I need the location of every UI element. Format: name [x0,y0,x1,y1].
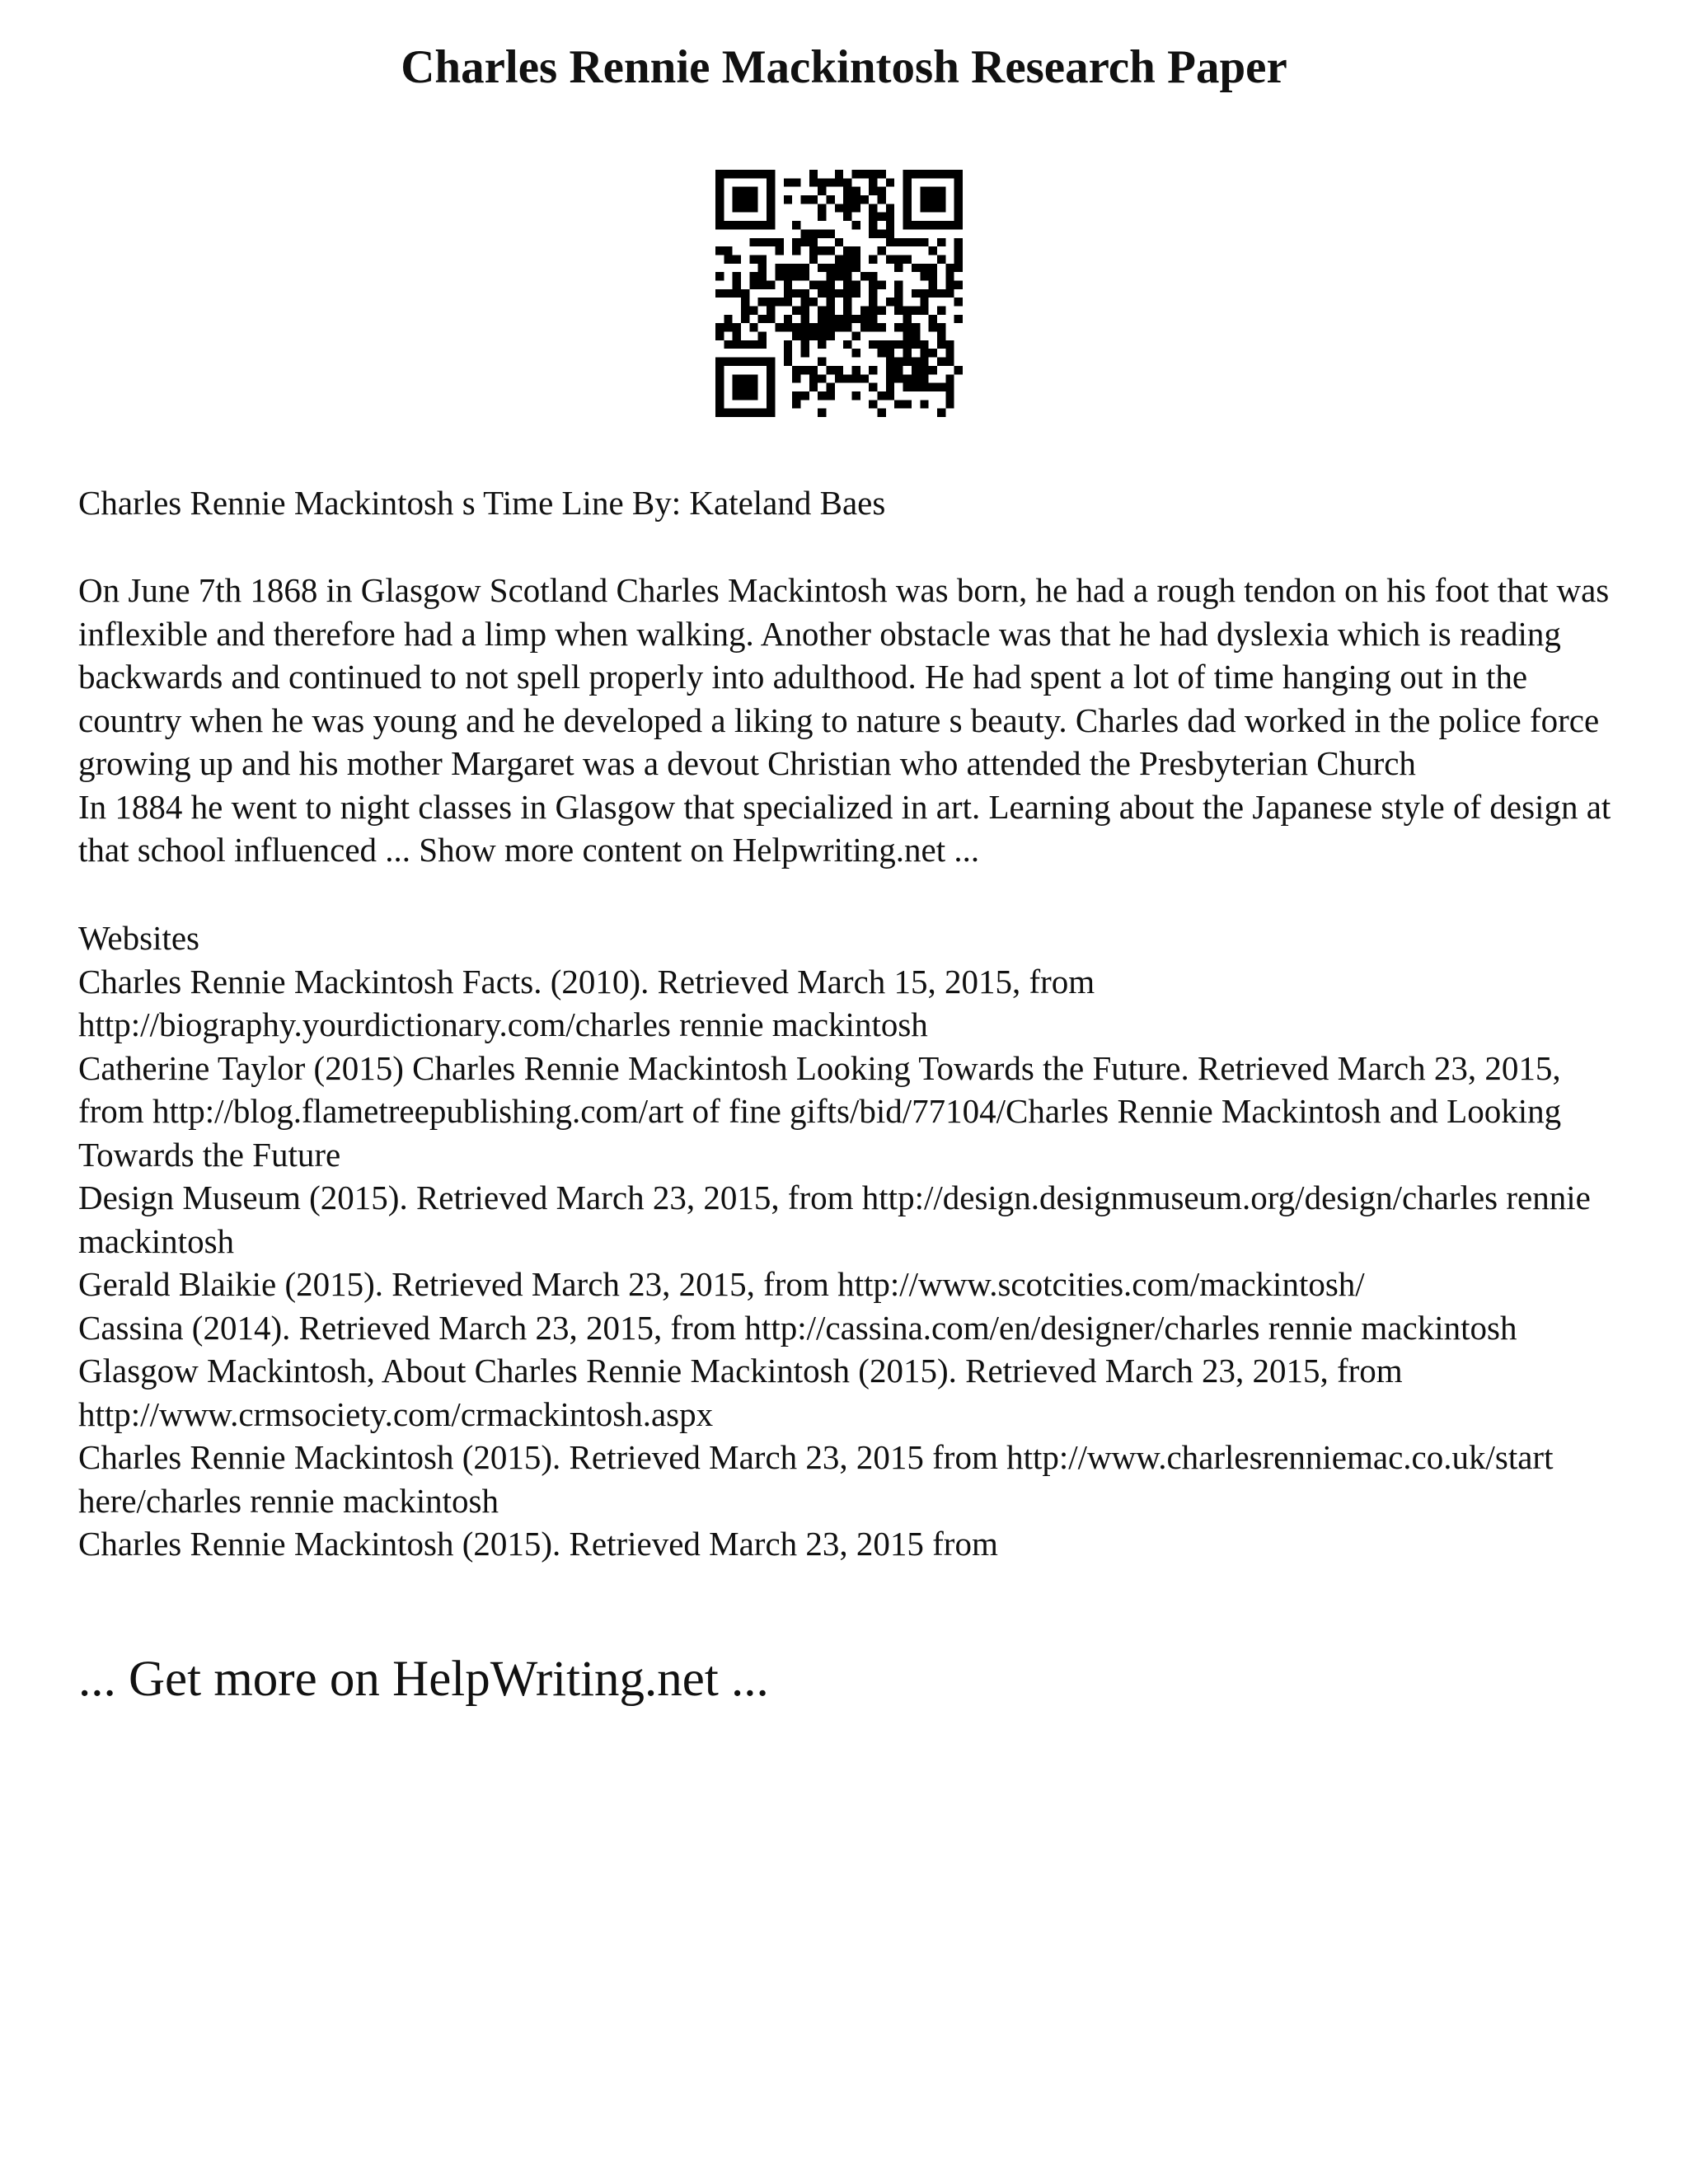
body-paragraph: On June 7th 1868 in Glasgow Scotland Charles Mackintosh was born, he had a rough tendon on his foot that was inflexible and therefore had a limp when walking. Another obstacle was that he had dyslexia which is reading backwards and continued to not spell properly into adulthood. He had spent a lot of time hanging out in the country when he was young and he developed a liking to nature s beauty. Charles dad worked in the police force growing up and his mother Margaret was a devout Christian who attended the Presbyterian Church [78,571,1610,782]
reference-item: Catherine Taylor (2015) Charles Rennie Mackintosh Looking Towards the Future. Retrieved March 23, 2015, from http://blog.flametreepublishing.com/art of fine gifts/bid/77104/Charles Rennie Mackintosh and Looking Towards the Future [78,1048,1562,1174]
reference-item: Glasgow Mackintosh, About Charles Rennie Mackintosh (2015). Retrieved March 23, 2015, from http://www.crmsociety.com/crmackintosh.aspx [78,1352,1403,1433]
reference-item: Gerald Blaikie (2015). Retrieved March 23, 2015, from http://www.scotcities.com/mackintosh/ [78,1265,1365,1303]
document-subtitle: Charles Rennie Mackintosh s Time Line By: Kateland Baes [78,484,886,522]
reference-item: Charles Rennie Mackintosh Facts. (2010). Retrieved March 15, 2015, from http://biography.yourdictionary.com/charles rennie mackintosh [78,962,1095,1043]
references-heading: Websites [78,919,200,957]
reference-item: Charles Rennie Mackintosh (2015). Retrieved March 23, 2015 from [78,1525,998,1563]
reference-item: Charles Rennie Mackintosh (2015). Retrieved March 23, 2015 from http://www.charlesrenniemac.co.uk/start here/charles rennie mackintosh [78,1438,1554,1520]
body-text [78,569,1628,872]
page-title: Charles Rennie Mackintosh Research Paper [401,41,1287,93]
get-more-link[interactable]: ... Get more on HelpWriting.net ... [78,1652,769,1707]
references-list [78,916,1628,1566]
reference-item: Design Museum (2015). Retrieved March 23, 2015, from http://design.designmuseum.org/design/charles rennie mackintosh [78,1179,1591,1260]
body-paragraph: In 1884 he went to night classes in Glasgow that specialized in art. Learning about the Japanese style of design at that school influenced ... Show more content on Helpwriting.net ... [78,787,1611,869]
qr-code-icon [715,170,963,417]
reference-item: Cassina (2014). Retrieved March 23, 2015, from http://cassina.com/en/designer/charles rennie mackintosh [78,1308,1517,1347]
